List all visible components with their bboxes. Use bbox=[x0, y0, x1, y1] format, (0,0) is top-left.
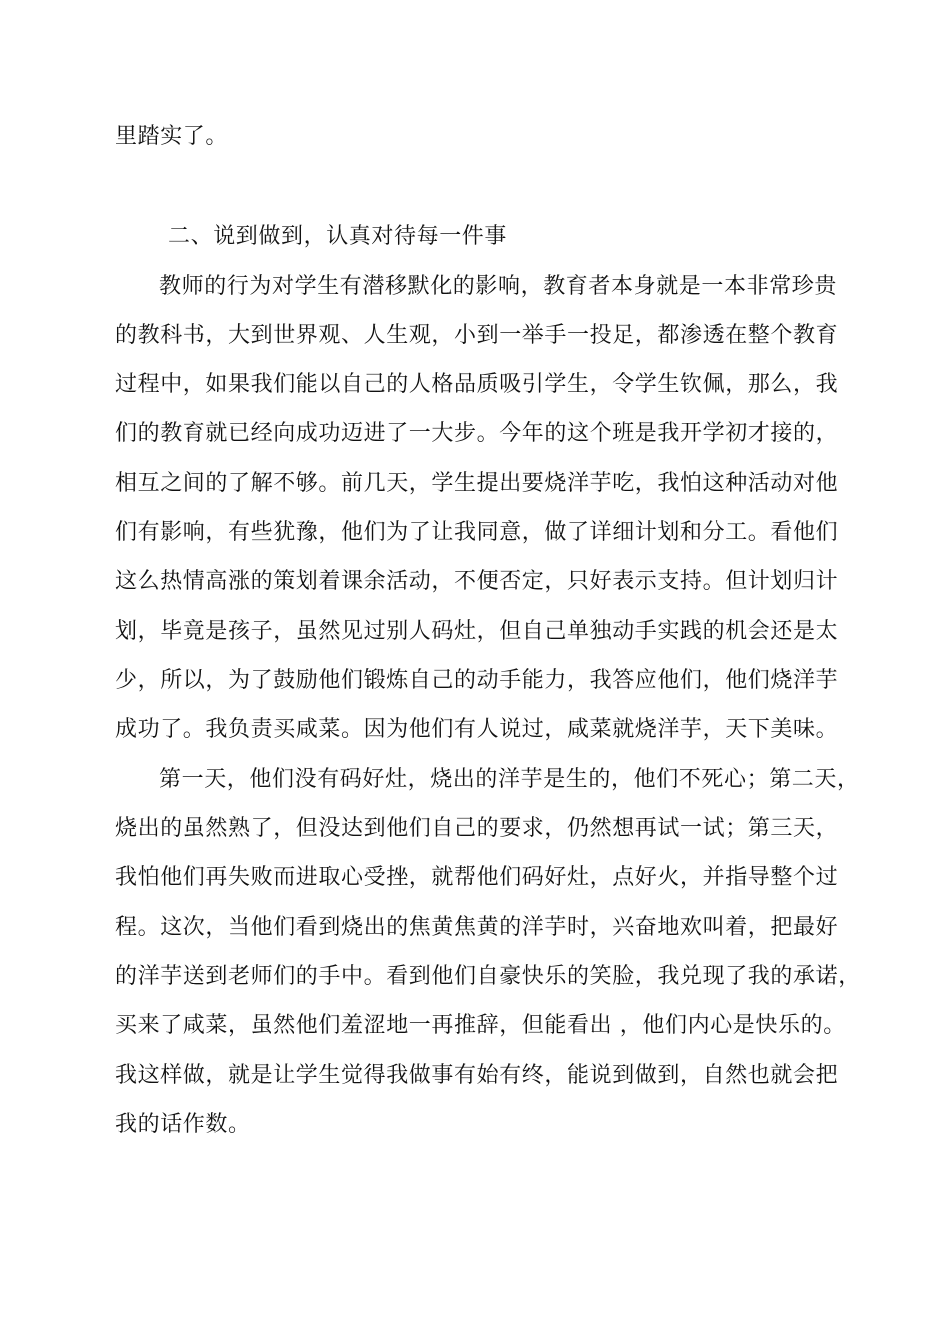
paragraph-line: 的教科书，大到世界观、人生观，小到一举手一投足，都渗透在整个教育 bbox=[115, 323, 839, 348]
paragraph-line: 这么热情高涨的策划着课余活动，不便否定，只好表示支持。但计划归计 bbox=[115, 569, 839, 594]
paragraph-line: 相互之间的了解不够。前几天，学生提出要烧洋芋吃，我怕这种活动对他 bbox=[115, 471, 839, 496]
paragraph-line: 们的教育就已经向成功迈进了一大步。今年的这个班是我开学初才接的， bbox=[115, 421, 839, 446]
paragraph-line: 过程中，如果我们能以自己的人格品质吸引学生，令学生钦佩，那么，我 bbox=[115, 372, 839, 397]
paragraph-line: 程。这次，当他们看到烧出的焦黄焦黄的洋芋时，兴奋地欢叫着，把最好 bbox=[115, 915, 839, 940]
paragraph-line: 第一天，他们没有码好灶，烧出的洋芋是生的，他们不死心；第二天， bbox=[159, 767, 860, 792]
paragraph-line: 我这样做，就是让学生觉得我做事有始有终，能说到做到，自然也就会把 bbox=[115, 1063, 839, 1088]
paragraph-line: 们有影响，有些犹豫，他们为了让我同意，做了详细计划和分工。看他们 bbox=[115, 520, 839, 545]
paragraph-line: 划，毕竟是孩子，虽然见过别人码灶，但自己单独动手实践的机会还是太 bbox=[115, 619, 839, 644]
paragraph-line: 买来了咸菜，虽然他们羞涩地一再推辞，但能看出 ，他们内心是快乐的。 bbox=[115, 1013, 846, 1038]
paragraph-line: 我的话作数。 bbox=[115, 1112, 251, 1137]
paragraph-line: 我怕他们再失败而进取心受挫，就帮他们码好灶，点好火，并指导整个过 bbox=[115, 865, 839, 890]
paragraph-line: 少，所以，为了鼓励他们锻炼自己的动手能力，我答应他们，他们烧洋芋 bbox=[115, 668, 839, 693]
section-heading: 二、说到做到，认真对待每一件事 bbox=[168, 224, 508, 249]
paragraph-line: 烧出的虽然熟了，但没达到他们自己的要求，仍然想再试一试；第三天， bbox=[115, 816, 839, 841]
paragraph-line: 成功了。我负责买咸菜。因为他们有人说过，咸菜就烧洋芋，天下美味。 bbox=[115, 717, 839, 742]
carryover-line: 里踏实了。 bbox=[115, 124, 229, 149]
paragraph-line: 教师的行为对学生有潜移默化的影响，教育者本身就是一本非常珍贵 bbox=[159, 274, 838, 299]
paragraph-line: 的洋芋送到老师们的手中。看到他们自豪快乐的笑脸，我兑现了我的承诺， bbox=[115, 964, 861, 989]
